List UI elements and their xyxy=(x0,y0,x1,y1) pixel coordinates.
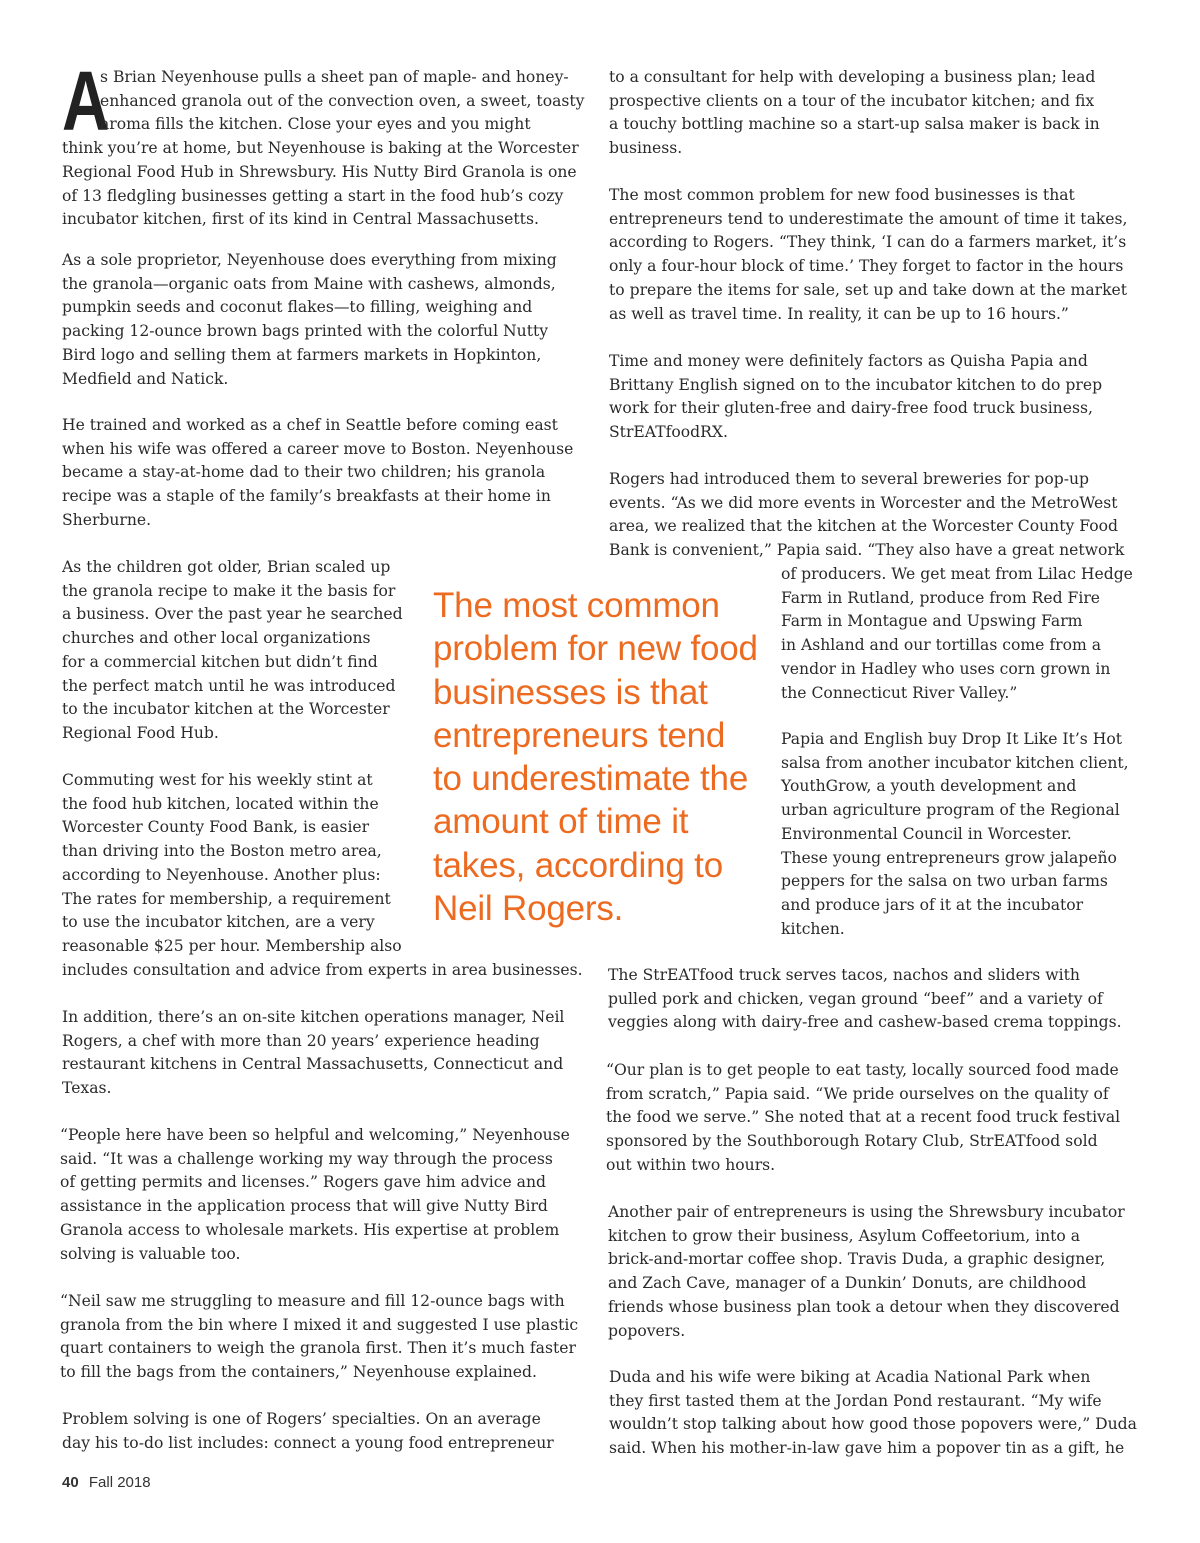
text-line: Another pair of entrepreneurs is using the Shrewsbury incubator xyxy=(608,1203,1125,1221)
text-line: than driving into the Boston metro area, xyxy=(62,842,382,861)
text-line: reasonable $25 per hour. Membership also xyxy=(62,936,402,955)
pull-quote-line: takes, according to xyxy=(433,845,723,885)
text-line: Regional Food Hub. xyxy=(62,723,219,742)
text-line: wouldn’t stop talking about how good those popovers were,” Duda xyxy=(609,1415,1137,1434)
text-line: veggies along with dairy-free and cashew-based crema toppings. xyxy=(608,1013,1122,1032)
text-line: prospective clients on a tour of the incubator kitchen; and fix xyxy=(609,91,1095,110)
paragraph xyxy=(609,66,1100,161)
pull-quote-line: problem for new food xyxy=(433,629,758,669)
paragraph xyxy=(609,350,1102,445)
text-line: the food we serve.” She noted that at a recent food truck festival xyxy=(606,1108,1121,1127)
text-line: quart containers to weigh the granola first. Then it’s much faster xyxy=(60,1339,576,1358)
text-line: peppers for the salsa on two urban farms xyxy=(781,872,1108,891)
text-line: These young entrepreneurs grow jalapeño xyxy=(781,848,1117,867)
text-line: YouthGrow, a youth development and xyxy=(781,777,1077,796)
text-line: Rogers, a chef with more than 20 years’ experience heading xyxy=(62,1031,540,1050)
paragraph xyxy=(608,964,1122,1035)
text-line: only a four-hour block of time.’ They forget to factor in the hours xyxy=(609,257,1124,276)
text-line: Bank is convenient,” Papia said. “They also have a great network xyxy=(609,541,1125,560)
text-line: Sherburne. xyxy=(62,510,152,529)
text-line: restaurant kitchens in Central Massachusetts, Connecticut and xyxy=(62,1055,564,1074)
text-line: Brittany English signed on to the incubator kitchen to do prep xyxy=(609,375,1103,394)
page-number: 40 xyxy=(62,1474,79,1491)
paragraph xyxy=(609,1366,1137,1461)
text-line: in Ashland and our tortillas come from a xyxy=(781,636,1102,655)
text-line: As a sole proprietor, Neyenhouse does everything from mixing xyxy=(62,251,557,269)
text-line: salsa from another incubator kitchen client, xyxy=(781,753,1129,772)
pull-quote-line: amount of time it xyxy=(433,802,689,842)
text-line: to the incubator kitchen at the Worcester xyxy=(62,700,390,719)
text-line: said. When his mother-in-law gave him a popover tin as a gift, he xyxy=(609,1439,1125,1458)
text-line: think you’re at home, but Neyenhouse is baking at the Worcester xyxy=(62,139,579,158)
text-line: Papia and English buy Drop It Like It’s Hot xyxy=(781,730,1123,748)
paragraph xyxy=(62,414,573,533)
text-line: The rates for membership, a requirement xyxy=(62,889,391,908)
text-line: The StrEATfood truck serves tacos, nachos and sliders with xyxy=(608,966,1080,984)
text-line: churches and other local organizations xyxy=(62,629,371,648)
text-line: “Our plan is to get people to eat tasty, locally sourced food made xyxy=(606,1061,1119,1079)
text-line: Bird logo and selling them at farmers markets in Hopkinton, xyxy=(62,345,542,364)
text-line: StrEATfoodRX. xyxy=(609,423,728,442)
paragraph xyxy=(609,468,1124,563)
text-line: solving is valuable too. xyxy=(60,1244,241,1263)
text-line: “People here have been so helpful and welcoming,” Neyenhouse xyxy=(60,1126,570,1144)
text-line: vendor in Hadley who uses corn grown in xyxy=(781,659,1111,678)
paragraph xyxy=(62,54,585,232)
text-line: to use the incubator kitchen, are a very xyxy=(62,913,375,932)
text-line: of producers. We get meat from Lilac Hedge xyxy=(781,565,1133,583)
text-line: pumpkin seeds and coconut flakes—to filling, weighing and xyxy=(62,298,533,317)
text-line: Duda and his wife were biking at Acadia National Park when xyxy=(609,1368,1091,1386)
pull-quote-line: The most common xyxy=(433,586,720,625)
text-line: Problem solving is one of Rogers’ specialties. On an average xyxy=(62,1410,541,1428)
text-line: packing 12-ounce brown bags printed with the colorful Nutty xyxy=(62,322,549,341)
page-footer xyxy=(62,1474,151,1491)
text-line: granola from the bin where I mixed it and suggested I use plastic xyxy=(60,1315,579,1334)
text-line: a touchy bottling machine so a start-up salsa maker is back in xyxy=(609,115,1100,134)
text-line: Rogers had introduced them to several breweries for pop-up xyxy=(609,470,1090,488)
text-line: and produce jars of it at the incubator xyxy=(781,895,1084,914)
text-line: became a stay-at-home dad to their two children; his granola xyxy=(62,463,546,482)
text-line: day his to-do list includes: connect a young food entrepreneur xyxy=(62,1433,554,1452)
text-line: to prepare the items for sale, set up and take down at the market xyxy=(609,280,1128,299)
pull-quote-line: Neil Rogers. xyxy=(433,889,624,929)
text-line: Worcester County Food Bank, is easier xyxy=(62,818,370,837)
text-line: of 13 fledgling businesses getting a start in the food hub’s cozy xyxy=(62,186,564,205)
paragraph xyxy=(609,184,1128,326)
pull-quote-line: to underestimate the xyxy=(433,759,749,799)
text-line: kitchen. xyxy=(781,919,845,938)
paragraph xyxy=(62,556,403,746)
text-line: to fill the bags from the containers,” Neyenhouse explained. xyxy=(60,1363,537,1382)
text-line: recipe was a staple of the family’s breakfasts at their home in xyxy=(62,487,551,506)
text-line: the perfect match until he was introduced xyxy=(62,676,396,695)
paragraph xyxy=(781,728,1129,941)
text-line: they first tasted them at the Jordan Pond restaurant. “My wife xyxy=(609,1391,1102,1410)
text-line: Environmental Council in Worcester. xyxy=(781,824,1072,843)
text-line: “Neil saw me struggling to measure and fill 12-ounce bags with xyxy=(60,1292,565,1310)
text-line: popovers. xyxy=(608,1321,686,1340)
text-line: Commuting west for his weekly stint at xyxy=(62,771,373,789)
issue-label: Fall 2018 xyxy=(88,1474,151,1491)
text-line: to a consultant for help with developing a business plan; lead xyxy=(609,68,1096,86)
text-line: pulled pork and chicken, vegan ground “beef” and a variety of xyxy=(608,989,1103,1008)
text-line: Granola access to wholesale markets. His expertise at problem xyxy=(60,1220,560,1239)
pull-quote-line: entrepreneurs tend xyxy=(433,715,726,755)
text-line: Farm in Montague and Upswing Farm xyxy=(781,612,1083,631)
text-line: incubator kitchen, first of its kind in Central Massachusetts. xyxy=(62,210,539,229)
text-line: of getting permits and licenses.” Rogers gave him advice and xyxy=(60,1173,546,1192)
text-line: He trained and worked as a chef in Seattle before coming east xyxy=(62,416,558,434)
text-line: work for their gluten-free and dairy-free food truck business, xyxy=(609,399,1093,418)
paragraph xyxy=(781,563,1133,705)
text-line: said. “It was a challenge working my way through the process xyxy=(60,1149,553,1168)
text-line: when his wife was offered a career move to Boston. Neyenhouse xyxy=(62,439,574,458)
text-line: includes consultation and advice from experts in area businesses. xyxy=(62,960,583,979)
text-line: brick-and-mortar coffee shop. Travis Duda, a graphic designer, xyxy=(608,1250,1106,1269)
text-line: and Zach Cave, manager of a Dunkin’ Donuts, are childhood xyxy=(608,1274,1087,1293)
text-line: assistance in the application process that will give Nutty Bird xyxy=(60,1197,548,1216)
pull-quote xyxy=(433,584,773,930)
paragraph xyxy=(606,1059,1120,1178)
text-line: s Brian Neyenhouse pulls a sheet pan of maple- and honey- xyxy=(100,68,569,86)
text-line: kitchen to grow their business, Asylum Coffeetorium, into a xyxy=(608,1226,1081,1245)
text-line: enhanced granola out of the convection oven, a sweet, toasty xyxy=(100,91,585,110)
text-line: the Connecticut River Valley.” xyxy=(781,683,1018,702)
paragraph xyxy=(60,1124,570,1266)
text-line: out within two hours. xyxy=(606,1155,776,1174)
text-line: As the children got older, Brian scaled up xyxy=(62,558,391,576)
paragraph xyxy=(62,249,557,391)
text-line: a business. Over the past year he searched xyxy=(62,605,403,624)
paragraph xyxy=(62,1006,564,1101)
drop-cap: A xyxy=(62,54,110,148)
pull-quote-line: businesses is that xyxy=(433,672,708,712)
text-line: Medfield and Natick. xyxy=(62,369,229,388)
text-line: The most common problem for new food businesses is that xyxy=(609,186,1075,204)
paragraph xyxy=(608,1201,1125,1343)
text-line: events. “As we did more events in Worcester and the MetroWest xyxy=(609,493,1118,512)
text-line: according to Rogers. “They think, ‘I can do a farmers market, it’s xyxy=(609,233,1127,252)
text-line: the granola—organic oats from Maine with cashews, almonds, xyxy=(62,274,556,293)
text-line: entrepreneurs tend to underestimate the amount of time it takes, xyxy=(609,209,1128,228)
text-line: from scratch,” Papia said. “We pride ourselves on the quality of xyxy=(606,1084,1109,1103)
text-line: sponsored by the Southborough Rotary Club, StrEATfood sold xyxy=(606,1132,1098,1151)
text-line: for a commercial kitchen but didn’t find xyxy=(62,652,378,671)
text-line: the granola recipe to make it the basis for xyxy=(62,581,396,600)
text-line: urban agriculture program of the Regional xyxy=(781,801,1120,820)
text-line: business. xyxy=(609,139,683,158)
text-line: the food hub kitchen, located within the xyxy=(62,794,379,813)
text-line: area, we realized that the kitchen at the Worcester County Food xyxy=(609,517,1118,536)
text-line: according to Neyenhouse. Another plus: xyxy=(62,865,381,884)
text-line: as well as travel time. In reality, it can be up to 16 hours.” xyxy=(609,304,1069,323)
text-line: Farm in Rutland, produce from Red Fire xyxy=(781,588,1101,607)
text-line: Texas. xyxy=(62,1079,112,1098)
paragraph xyxy=(62,1408,554,1455)
text-line: aroma fills the kitchen. Close your eyes and you might xyxy=(100,115,531,134)
text-line: friends whose business plan took a detour when they discovered xyxy=(608,1297,1120,1316)
text-line: Time and money were definitely factors as Quisha Papia and xyxy=(609,352,1088,370)
text-line: In addition, there’s an on-site kitchen operations manager, Neil xyxy=(62,1008,565,1026)
paragraph xyxy=(60,1290,578,1385)
text-line: Regional Food Hub in Shrewsbury. His Nutty Bird Granola is one xyxy=(62,162,577,181)
